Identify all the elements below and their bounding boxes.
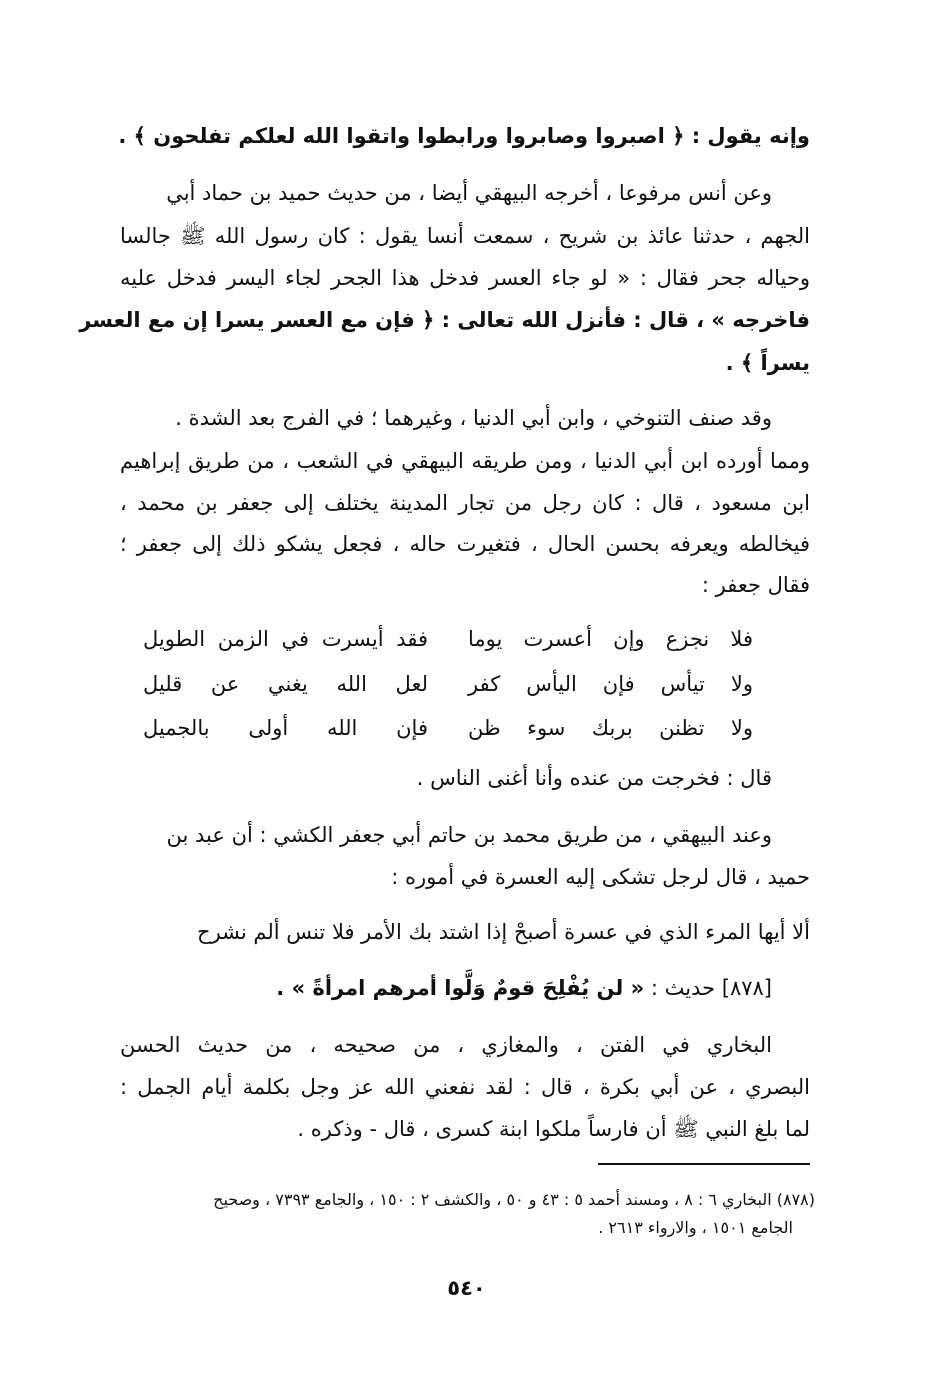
text-line: البصري ، عن أبي بكرة ، قال : لقد نفعني الله عز وجل بكلمة أيام الجمل :: [120, 1075, 810, 1099]
hadith-prefix: حديث :: [650, 976, 716, 1000]
poem-verse: [143, 667, 753, 701]
text-line: ابن مسعود ، قال : كان رجل من تجار المدينة يختلف إلى جعفر بن محمد ،: [120, 491, 810, 515]
text-line: وعن أنس مرفوعا ، أخرجه البيهقي أيضا ، من حديث حميد بن حماد أبي: [166, 181, 772, 205]
footnote-line: الجامع ١٥٠١ ، والارواء ٢٦١٣ .: [598, 1218, 793, 1237]
text-line: وحياله جحر فقال : « لو جاء العسر فدخل هذا الجحر لجاء اليسر فدخل عليه: [120, 266, 810, 290]
verse-second-hemistich: لعل الله يغني عن قليل: [143, 672, 428, 696]
footnote-divider: [598, 1163, 810, 1165]
poem-line: ألا أيها المرء الذي في عسرة أصبحْ إذا اشتد بك الأمر فلا تنس ألم نشرح: [197, 920, 810, 944]
verse-first-hemistich: ولا تيأس فإن اليأس كفر: [468, 672, 753, 696]
text-line: وقد صنف التنوخي ، وابن أبي الدنيا ، وغيرهما ؛ في الفرج بعد الشدة .: [175, 406, 772, 430]
text-line: ومما أورده ابن أبي الدنيا ، ومن طريقه البيهقي في الشعب ، من طريق إبراهيم: [120, 449, 810, 473]
hadith-text: « لن يُفْلِحَ قومٌ وَلَّوا أمرهم امرأةً » .: [276, 976, 645, 1000]
text-line: فيخالطه ويعرفه بحسن الحال ، فتغيرت حاله ، فجعل يشكو ذلك إلى جعفر ؛: [120, 532, 810, 556]
verse-second-hemistich: فقد أيسرت في الزمن الطويل: [143, 627, 428, 651]
text-line: فقال جعفر :: [701, 573, 810, 597]
footnote-line: (٨٧٨) البخاري ٦ : ٨ ، ومسند أحمد ٥ : ٤٣ و ٥٠ ، والكشف ٢ : ١٥٠ ، والجامع ٧٣٩٣ ، وصحيح: [213, 1190, 815, 1209]
poem-verse: [143, 711, 753, 745]
verse-second-hemistich: فإن الله أولى بالجميل: [143, 716, 428, 740]
text-line: البخاري في الفتن ، والمغازي ، من صحيحه ، من حديث الحسن: [120, 1033, 772, 1057]
poem-verse: [143, 622, 753, 656]
text-line: حميد ، قال لرجل تشكى إليه العسرة في أموره :: [391, 865, 810, 889]
quran-verse-line: يسراً ﴾ .: [725, 351, 810, 375]
page-number: ٥٤٠: [447, 1276, 486, 1300]
text-line: قال : فخرجت من عنده وأنا أغنى الناس .: [416, 766, 772, 790]
text-line: وعند البيهقي ، من طريق محمد بن حاتم أبي جعفر الكشي : أن عبد بن: [166, 823, 772, 847]
text-line: لما بلغ النبي ﷺ أن فارساً ملكوا ابنة كسرى ، قال - وذكره .: [297, 1117, 810, 1141]
quran-verse-line: وإنه يقول : ﴿ اصبروا وصابروا ورابطوا واتقوا الله لعلكم تفلحون ﴾ .: [118, 124, 810, 148]
hadith-number: [٨٧٨]: [721, 976, 772, 1000]
verse-first-hemistich: ولا تظنن بربك سوء ظن: [468, 716, 753, 740]
quran-verse-line: فاخرجه » ، قال : فأنزل الله تعالى : ﴿ فإن مع العسر يسرا إن مع العسر: [79, 308, 810, 332]
text-line: الجهم ، حدثنا عائذ بن شريح ، سمعت أنسا يقول : كان رسول الله ﷺ جالسا: [120, 224, 810, 248]
verse-first-hemistich: فلا نجزع وإن أعسرت يوما: [468, 627, 753, 651]
hadith-heading: [120, 973, 810, 1003]
